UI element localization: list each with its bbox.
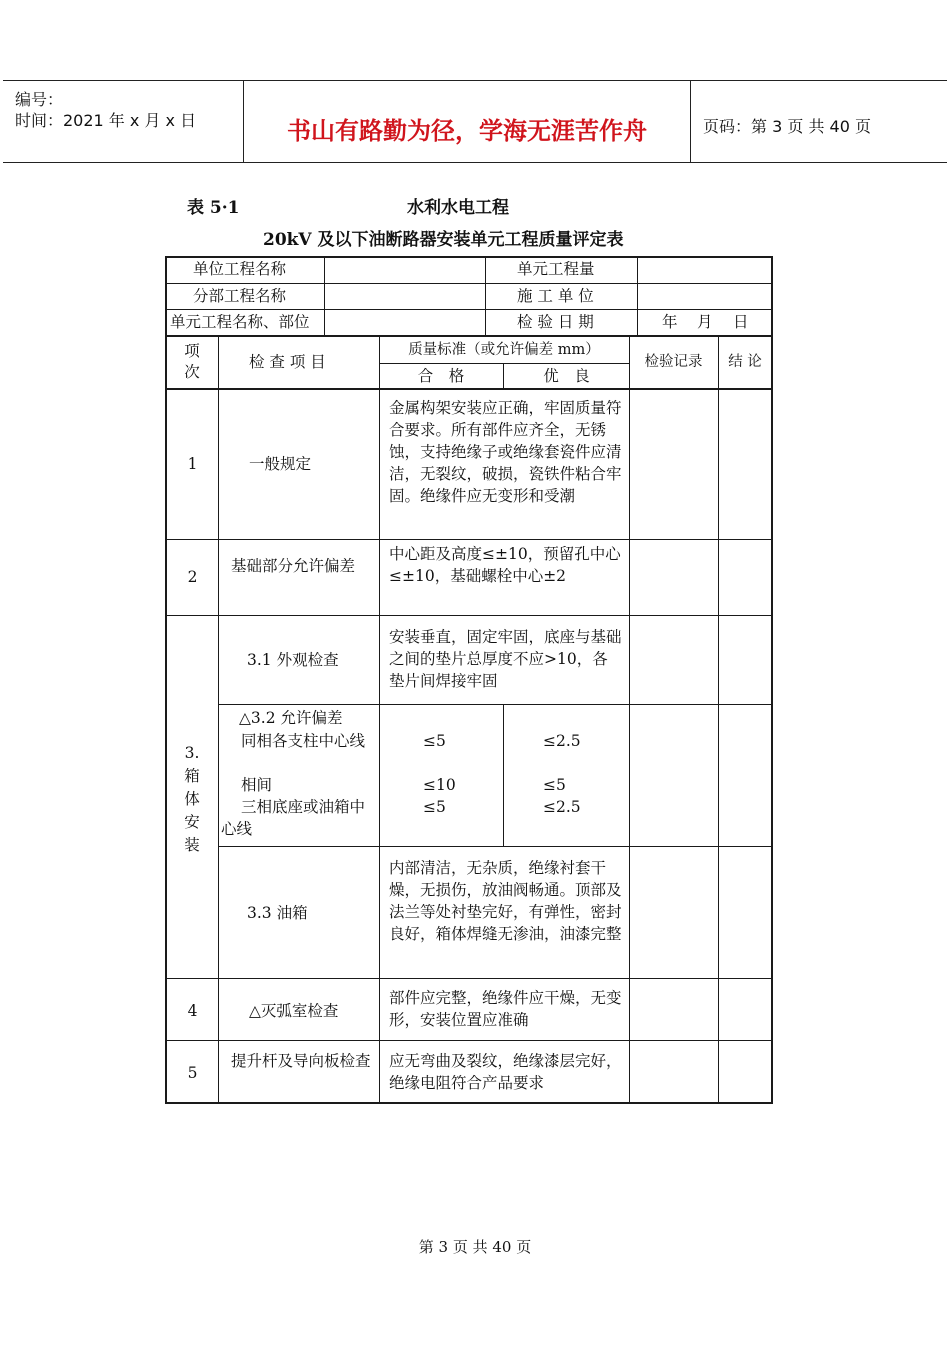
sub-project-name-label: 分部工程名称 bbox=[193, 287, 287, 305]
table-number: 表 5·1 bbox=[187, 198, 240, 218]
column-header-check-item: 检 查 项 目 bbox=[249, 353, 326, 371]
table-border-left bbox=[165, 256, 167, 1104]
row-divider bbox=[218, 846, 773, 847]
row-divider bbox=[165, 335, 773, 337]
row-divider bbox=[165, 388, 773, 390]
column-header-conclusion: 结 论 bbox=[728, 354, 762, 370]
document-time-label: 时间：2021 年 x 月 x 日 bbox=[15, 111, 197, 130]
column-header-excellent: 优 良 bbox=[543, 367, 590, 385]
row-3-2-line-1-excellent: ≤2.5 bbox=[543, 732, 581, 750]
unit-engineering-qty-label: 单元工程量 bbox=[517, 260, 595, 278]
row-divider bbox=[165, 1040, 773, 1041]
header-meta-cell bbox=[3, 81, 244, 162]
header-page-cell bbox=[691, 81, 947, 162]
column-header-qualified: 合 格 bbox=[417, 367, 465, 385]
row-divider bbox=[165, 283, 773, 284]
title-line-2: 20kV 及以下油断路器安装单元工程质量评定表 bbox=[263, 230, 624, 250]
row-3-1-item: 3.1 外观检查 bbox=[247, 651, 339, 669]
unit-project-name-label: 单位工程名称 bbox=[193, 260, 287, 278]
row-3-1-standard: 安装垂直，固定牢固，底座与基础之间的垫片总厚度不应>10，各垫片间焊接牢固 bbox=[389, 628, 622, 690]
row-2-no: 2 bbox=[187, 568, 198, 586]
row-3-2-line-1-label: 同相各支柱中心线 bbox=[241, 732, 366, 750]
row-3-3-item: 3.3 油箱 bbox=[247, 904, 308, 922]
header-motto-cell bbox=[244, 81, 691, 162]
row-divider bbox=[165, 615, 773, 616]
row-3-2-line-3-excellent: ≤2.5 bbox=[543, 798, 581, 816]
row-5-no: 5 bbox=[187, 1064, 198, 1082]
unit-name-location-label: 单元工程名称、部位 bbox=[170, 313, 310, 331]
row-3-2-line-1-qualified: ≤5 bbox=[423, 732, 446, 750]
construction-unit-label: 施 工 单 位 bbox=[517, 287, 594, 305]
document-number-label: 编号： bbox=[15, 90, 64, 109]
row-1-no: 1 bbox=[187, 455, 198, 473]
row-3-2-line-2-label: 相间 bbox=[241, 776, 273, 794]
page-header bbox=[3, 80, 947, 163]
col-divider bbox=[503, 704, 504, 846]
col-divider bbox=[718, 336, 719, 1104]
col-divider bbox=[379, 336, 380, 1104]
date-day: 日 bbox=[733, 313, 749, 331]
row-4-no: 4 bbox=[187, 1002, 198, 1020]
column-header-item-no: 项次 bbox=[184, 342, 200, 381]
row-3-2-line-3-qualified: ≤5 bbox=[423, 798, 446, 816]
row-1-item: 一般规定 bbox=[249, 455, 312, 473]
motto-text: 书山有路勤为径，学海无涯苦作舟 bbox=[287, 116, 647, 145]
row-divider bbox=[165, 539, 773, 540]
row-3-3-standard: 内部清洁，无杂质，绝缘衬套干燥，无损伤，放油阀畅通。顶部及法兰等处衬垫完好，有弹性，密封良好，箱体焊缝无渗油，油漆完整 bbox=[389, 859, 622, 943]
col-divider bbox=[485, 256, 486, 336]
row-3-2-line-2-qualified: ≤10 bbox=[423, 776, 456, 794]
row-divider bbox=[379, 363, 629, 364]
row-1-standard: 金属构架安装应正确，牢固质量符合要求。所有部件应齐全，无锈蚀，支持绝缘子或绝缘套瓷件应清洁，无裂纹，破损，瓷铁件粘合牢固。绝缘件应无变形和受潮 bbox=[389, 399, 622, 505]
date-year: 年 bbox=[662, 313, 678, 331]
row-3-2-item-title: △3.2 允许偏差 bbox=[239, 709, 343, 727]
table-border-bottom bbox=[165, 1102, 773, 1104]
col-divider bbox=[629, 336, 630, 1104]
row-5-item: 提升杆及导向板检查 bbox=[231, 1052, 371, 1070]
row-4-standard: 部件应完整，绝缘件应干燥，无变形，安装位置应准确 bbox=[389, 989, 622, 1029]
column-header-quality-standard: 质量标准（或允许偏差 mm） bbox=[408, 342, 600, 358]
row-2-standard: 中心距及高度≤±10，预留孔中心≤±10，基础螺栓中心±2 bbox=[389, 545, 621, 585]
col-divider bbox=[218, 336, 219, 1104]
column-header-inspection-record: 检验记录 bbox=[644, 354, 703, 370]
page-footer: 第 3 页 共 40 页 bbox=[418, 1238, 532, 1256]
col-divider bbox=[637, 256, 638, 336]
row-2-item: 基础部分允许偏差 bbox=[231, 557, 356, 575]
row-3-2-line-3-label: 三相底座或油箱中心线 bbox=[221, 798, 366, 838]
row-5-standard: 应无弯曲及裂纹，绝缘漆层完好，绝缘电阻符合产品要求 bbox=[389, 1052, 622, 1092]
row-3-2-line-2-excellent: ≤5 bbox=[543, 776, 566, 794]
row-divider bbox=[218, 704, 773, 705]
row-4-item: △灭弧室检查 bbox=[249, 1002, 339, 1020]
inspection-date-label: 检 验 日 期 bbox=[517, 313, 594, 331]
row-divider bbox=[165, 309, 773, 310]
title-line-1: 水利水电工程 bbox=[407, 198, 509, 218]
row-divider bbox=[165, 978, 773, 979]
date-month: 月 bbox=[697, 313, 713, 331]
page-info: 页码：第 3 页 共 40 页 bbox=[703, 117, 871, 136]
col-divider bbox=[324, 256, 325, 336]
quality-assessment-table bbox=[165, 256, 773, 1104]
table-border-right bbox=[771, 256, 773, 1104]
row-3-no: 3.箱体安装 bbox=[184, 744, 200, 854]
